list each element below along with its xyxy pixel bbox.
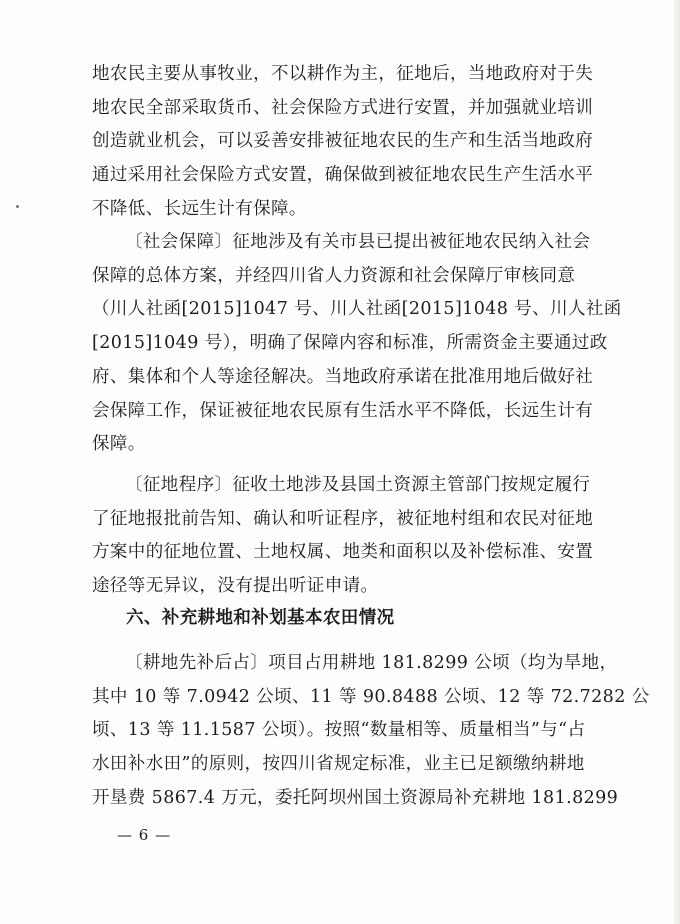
paragraph-land-placement — [92, 58, 612, 227]
scan-speck — [16, 205, 19, 208]
paragraph-social-security — [92, 226, 622, 462]
text-line: 通过采用社会保险方式安置，确保做到被征地农民生产生活水平 — [92, 165, 594, 186]
text-line: 保障。 — [92, 434, 146, 455]
text-line: 保障的总体方案，并经四川省人力资源和社会保障厅审核同意 — [92, 265, 576, 286]
text-line: 地农民全部采取货币、社会保险方式进行安置，并加强就业培训 — [92, 97, 594, 118]
text-line: 府、集体和个人等途径解决。当地政府承诺在批准用地后做好社 — [92, 366, 594, 387]
text-line: 创造就业机会，可以妥善安排被征地农民的生产和生活当地政府 — [92, 131, 594, 152]
text-line: 〔耕地先补后占〕项目占用耕地 181.8299 公顷（均为旱地， — [125, 653, 618, 673]
text-line: 不降低、长远生计有保障。 — [92, 198, 307, 219]
scan-edge — [674, 0, 680, 924]
text-line: 地农民主要从事牧业，不以耕作为主，征地后，当地政府对于失 — [92, 64, 594, 84]
text-line: 途径等无异议，没有提出听证申请。 — [92, 576, 379, 597]
text-line: [2015]1049 号），明确了保障内容和标准，所需资金主要通过政 — [92, 333, 608, 354]
text-line: 了征地报批前告知、确认和听证程序，被征地村组和农民对征地 — [92, 508, 594, 529]
text-line: 方案中的征地位置、土地权属、地类和面积以及补偿标准、安置 — [92, 542, 594, 563]
paragraph-farmland-compensation — [92, 647, 650, 816]
paragraph-land-procedure — [92, 469, 612, 604]
text-line: 顷、13 等 11.1587 公顷）。按照“数量相等、质量相当”与“占 — [92, 720, 586, 741]
text-line: 〔社会保障〕征地涉及有关市县已提出被征地农民纳入社会 — [125, 232, 591, 252]
text-line: 开垦费 5867.4 万元，委托阿坝州国土资源局补充耕地 181.8299 — [92, 787, 619, 808]
text-line: 〔征地程序〕征收土地涉及县国土资源主管部门按规定履行 — [125, 475, 591, 495]
text-line: （川人社函[2015]1047 号、川人社函[2015]1048 号、川人社函 — [92, 299, 622, 320]
text-line: 水田补水田”的原则，按四川省规定标准，业主已足额缴纳耕地 — [92, 754, 585, 775]
text-line: 会保障工作，保证被征地农民原有生活水平不降低，长远生计有 — [92, 400, 594, 421]
text-line: 其中 10 等 7.0942 公顷、11 等 90.8488 公顷、12 等 72.7282 公 — [92, 686, 650, 707]
page-number: — 6 — — [117, 826, 172, 844]
section-heading: 六、补充耕地和补划基本农田情况 — [126, 608, 395, 628]
